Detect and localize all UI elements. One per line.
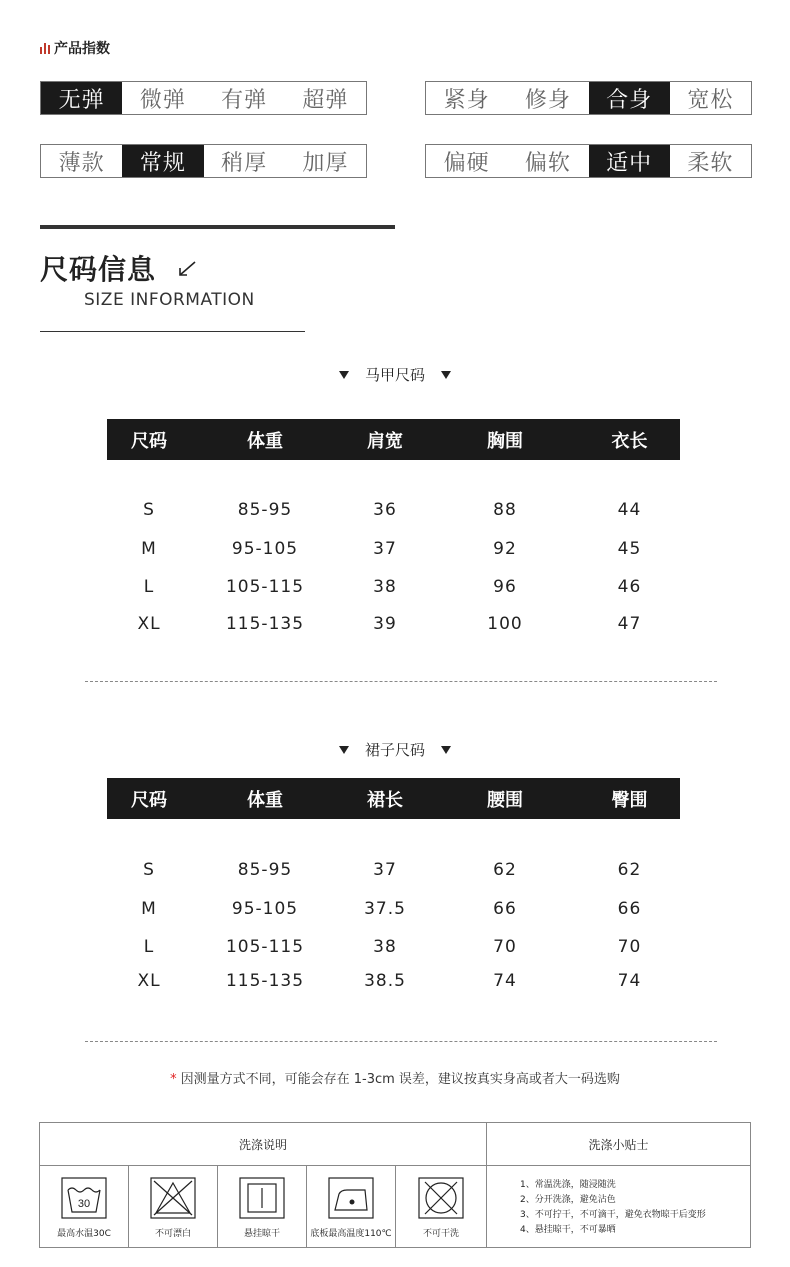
section-underline (40, 331, 305, 332)
cell-length: 46 (617, 577, 642, 597)
care-tip: 4、悬挂晾干，不可暴晒 (520, 1225, 616, 1235)
cell-shoulder: 37 (373, 539, 397, 559)
cell-hip: 66 (617, 899, 642, 919)
cell-length: 45 (617, 539, 642, 559)
fit-index (425, 81, 752, 115)
product-index-label: 产品指数 (54, 41, 110, 57)
table-row (107, 537, 680, 561)
fit-slim: 修身 (524, 87, 571, 113)
cell-bust: 96 (493, 577, 517, 597)
cell-waist: 70 (493, 937, 517, 957)
table-row (107, 612, 680, 636)
hang-dry-icon (238, 1176, 286, 1220)
note-text: 因测量方式不同，可能会存在 1-3cm 误差，建议按真实身高或者大一码选购 (180, 1072, 620, 1087)
skirt-caption-label: 裙子尺码 (364, 741, 425, 759)
cell-size: XL (137, 971, 161, 991)
vest-caption-label: 马甲尺码 (364, 366, 425, 384)
table-row (107, 969, 680, 993)
softness-very-soft: 柔软 (687, 150, 734, 176)
cell-bust: 100 (487, 614, 523, 634)
cell-hip: 70 (617, 937, 642, 957)
vest-header-size: 尺码 (131, 430, 167, 452)
cell-weight: 115-135 (225, 971, 305, 991)
cell-length: 38.5 (364, 971, 406, 991)
vest-header-bust: 胸围 (487, 430, 523, 452)
elasticity-none: 无弹 (41, 82, 122, 114)
cell-shoulder: 38 (373, 577, 397, 597)
cell-size: L (143, 577, 155, 597)
arrow-down-left-icon (176, 258, 198, 280)
iron-110-icon (327, 1176, 375, 1220)
care-icon-cell (307, 1166, 396, 1247)
skirt-table-header (107, 778, 680, 819)
thickness-index (40, 144, 367, 178)
cell-hip: 74 (617, 971, 642, 991)
care-label: 不可漂白 (154, 1229, 191, 1239)
care-label: 悬挂晾干 (243, 1229, 280, 1239)
cell-weight: 105-115 (225, 937, 305, 957)
cell-bust: 92 (493, 539, 517, 559)
vest-caption (0, 364, 790, 385)
care-divider (486, 1123, 487, 1247)
cell-length: 38 (373, 937, 397, 957)
cell-length: 37.5 (364, 899, 406, 919)
thickness-thicker: 稍厚 (221, 150, 268, 176)
elasticity-slight: 微弹 (139, 87, 186, 113)
cell-size: XL (137, 614, 161, 634)
thickness-thick: 加厚 (302, 150, 349, 176)
cell-hip: 62 (617, 860, 642, 880)
dashed-divider (85, 1041, 717, 1042)
cell-length: 37 (373, 860, 397, 880)
cell-shoulder: 39 (373, 614, 397, 634)
wash-30-icon (60, 1176, 108, 1220)
elasticity-super: 超弹 (302, 87, 349, 113)
note-star: * (170, 1072, 177, 1087)
cell-weight: 95-105 (231, 539, 299, 559)
triangle-down-icon (441, 371, 451, 379)
skirt-header-length: 裙长 (367, 789, 403, 811)
skirt-header-hip: 臀围 (611, 789, 648, 811)
triangle-down-icon (339, 371, 349, 379)
softness-soft: 偏软 (524, 150, 571, 176)
care-label: 不可干洗 (422, 1229, 459, 1239)
cell-weight: 85-95 (237, 860, 293, 880)
softness-index (425, 144, 752, 178)
vest-header-weight: 体重 (247, 430, 283, 452)
care-label: 最高水温30C (57, 1229, 111, 1239)
care-icon-cell (396, 1166, 486, 1247)
cell-length: 44 (617, 500, 642, 520)
section-top-line (40, 225, 395, 229)
skirt-header-waist: 腰围 (487, 789, 523, 811)
triangle-down-icon (441, 746, 451, 754)
care-icon-cell (129, 1166, 218, 1247)
thickness-thin: 薄款 (58, 150, 105, 176)
no-bleach-icon (149, 1176, 197, 1220)
vest-header-shoulder: 肩宽 (367, 430, 403, 452)
care-tips-list (520, 1178, 706, 1238)
cell-weight: 115-135 (225, 614, 305, 634)
triangle-down-icon (339, 746, 349, 754)
table-row (107, 858, 680, 882)
thickness-regular: 常规 (122, 145, 203, 177)
cell-length: 47 (617, 614, 642, 634)
care-tips-title: 洗涤小贴士 (487, 1123, 750, 1166)
cell-weight: 85-95 (237, 500, 293, 520)
size-info-title: 尺码信息 (40, 253, 157, 286)
skirt-header-weight: 体重 (247, 789, 283, 811)
cell-bust: 88 (493, 500, 517, 520)
cell-size: S (143, 860, 155, 880)
table-row (107, 897, 680, 921)
care-icon-cell (40, 1166, 129, 1247)
bar-chart-icon (40, 43, 50, 54)
fit-regular: 合身 (589, 82, 670, 114)
care-icon-cell (218, 1166, 307, 1247)
care-tip: 2、分开洗涤，避免沾色 (520, 1195, 616, 1205)
skirt-header-size: 尺码 (131, 789, 167, 811)
dashed-divider (85, 681, 717, 682)
vest-header-length: 衣长 (611, 430, 648, 452)
care-box (39, 1122, 751, 1248)
softness-moderate: 适中 (589, 145, 670, 177)
cell-weight: 105-115 (225, 577, 305, 597)
cell-size: M (141, 899, 157, 919)
fit-tight: 紧身 (443, 87, 490, 113)
table-row (107, 498, 680, 522)
elasticity-some: 有弹 (221, 87, 268, 113)
no-dry-clean-icon (417, 1176, 465, 1220)
elasticity-index (40, 81, 367, 115)
cell-weight: 95-105 (231, 899, 299, 919)
care-tip: 1、常温洗涤，随浸随洗 (520, 1180, 616, 1190)
softness-hard: 偏硬 (443, 150, 490, 176)
cell-size: S (143, 500, 155, 520)
table-row (107, 935, 680, 959)
skirt-caption (0, 739, 790, 760)
measurement-note (0, 1068, 790, 1087)
cell-size: M (141, 539, 157, 559)
care-label: 底板最高温度110℃ (310, 1229, 392, 1239)
product-index-title (40, 38, 110, 58)
cell-waist: 74 (493, 971, 517, 991)
fit-loose: 宽松 (687, 87, 734, 113)
cell-waist: 62 (493, 860, 517, 880)
cell-waist: 66 (493, 899, 517, 919)
cell-size: L (143, 937, 155, 957)
cell-shoulder: 36 (373, 500, 397, 520)
care-instructions-title: 洗涤说明 (40, 1123, 486, 1166)
table-row (107, 575, 680, 599)
vest-table-header (107, 419, 680, 460)
size-info-subtitle: SIZE INFORMATION (84, 290, 255, 310)
wash-temp: 30 (77, 1198, 91, 1210)
care-tip: 3、不可拧干，不可滴干，避免衣物晾干后变形 (520, 1210, 706, 1220)
